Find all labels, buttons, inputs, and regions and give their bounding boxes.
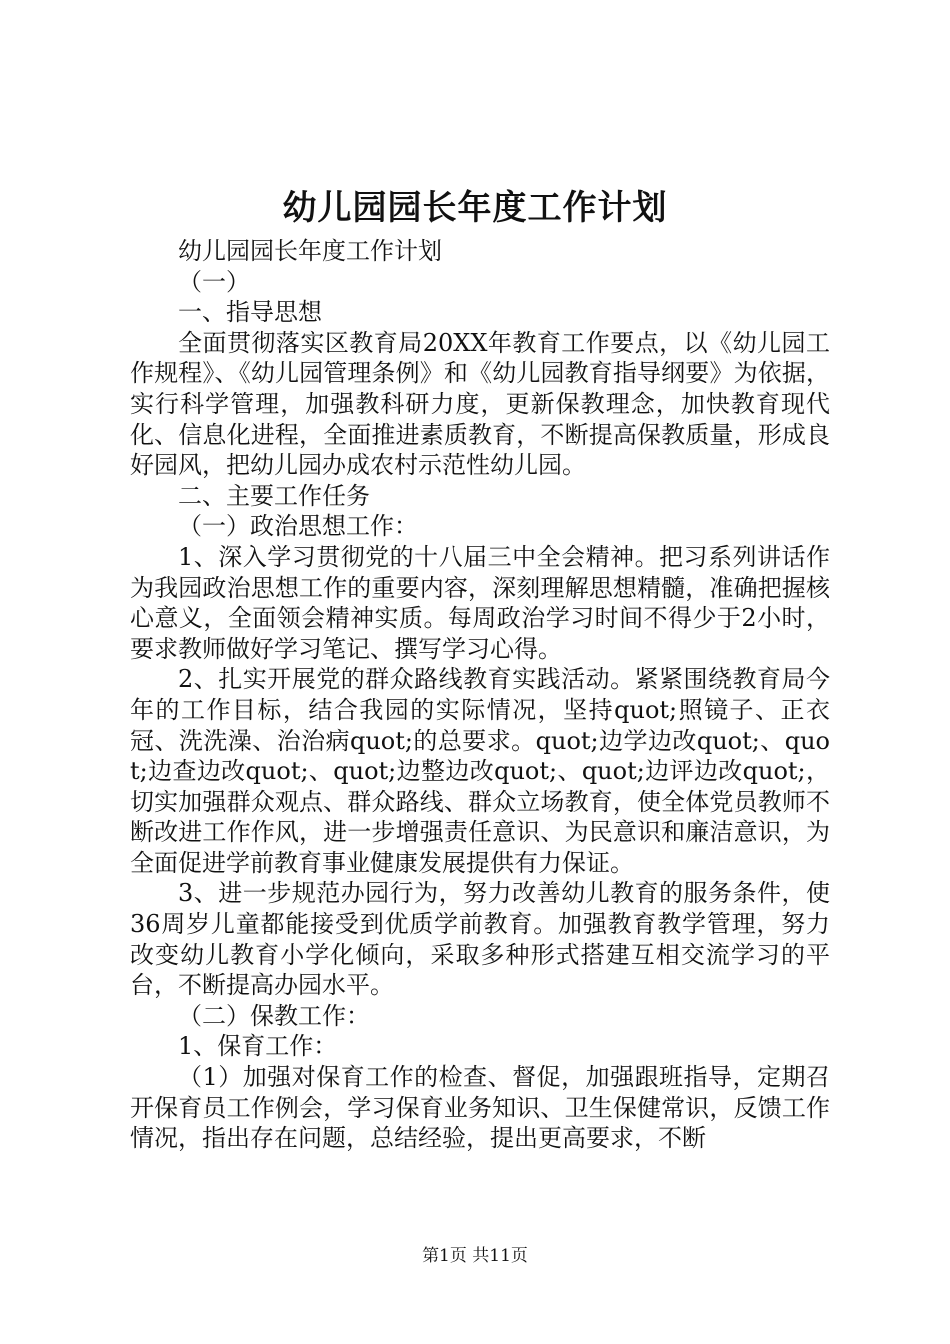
paragraph-item-1: 1、深入学习贯彻党的十八届三中全会精神。把习系列讲话作为我园政治思想工作的重要内容，深刻理解思想精髓，准确把握核心意义，全面领会精神实质。每周政治学习时间不得少于2小时，要求教师做好学习笔记、撰写学习心得。 (130, 542, 830, 663)
heading-childcare-work: 1、保育工作： (178, 1032, 338, 1061)
paragraph-item-2: 2、扎实开展党的群众路线教育实践活动。紧紧围绕教育局今年的工作目标，结合我园的实际情况，坚持quot;照镜子、正衣冠、洗洗澡、治治病quot;的总要求。quot;边学边改quot;、quot;边查边改quot;、quot;边整边改quot;、quot;边评边改quot;，切实加强群众观点、群众路线、群众立场教育，使全体党员教师不断改进工作作风，进一步增强责任意识、为民意识和廉洁意识，为全面促进学前教育事业健康发展提供有力保证。 (130, 665, 830, 877)
page-footer: 第1页 共11页 (422, 1246, 528, 1266)
heading-education-work: （二）保教工作： (178, 1001, 370, 1030)
document-title: 幼儿园园长年度工作计划 (282, 188, 668, 228)
paragraph-subtitle: 幼儿园园长年度工作计划 (178, 237, 442, 265)
paragraph-item-3: 3、进一步规范办园行为，努力改善幼儿教育的服务条件，使36周岁儿童都能接受到优质学前教育。加强教育教学管理，努力改变幼儿教育小学化倾向，采取多种形式搭建互相交流学习的平台，不断提高办园水平。 (130, 879, 830, 1000)
heading-main-tasks: 二、主要工作任务 (178, 481, 370, 510)
paragraph-childcare-1: （1）加强对保育工作的检查、督促，加强跟班指导，定期召开保育员工作例会，学习保育业务知识、卫生保健常识，反馈工作情况，指出存在问题，总结经验，提出更高要求，不断 (130, 1063, 830, 1153)
paragraph-part-number: （一） (178, 267, 250, 296)
document-body (130, 236, 830, 1154)
heading-political-work: （一）政治思想工作： (178, 512, 418, 541)
paragraph-guiding-ideology: 全面贯彻落实区教育局20XX年教育工作要点，以《幼儿园工作规程》、《幼儿园管理条例》和《幼儿园教育指导纲要》为依据，实行科学管理，加强教科研力度，更新保教理念，加快教育现代化、信息化进程，全面推进素质教育，不断提高保教质量，形成良好园风，把幼儿园办成农村示范性幼儿园。 (130, 328, 830, 480)
heading-guiding-ideology: 一、指导思想 (178, 298, 322, 327)
